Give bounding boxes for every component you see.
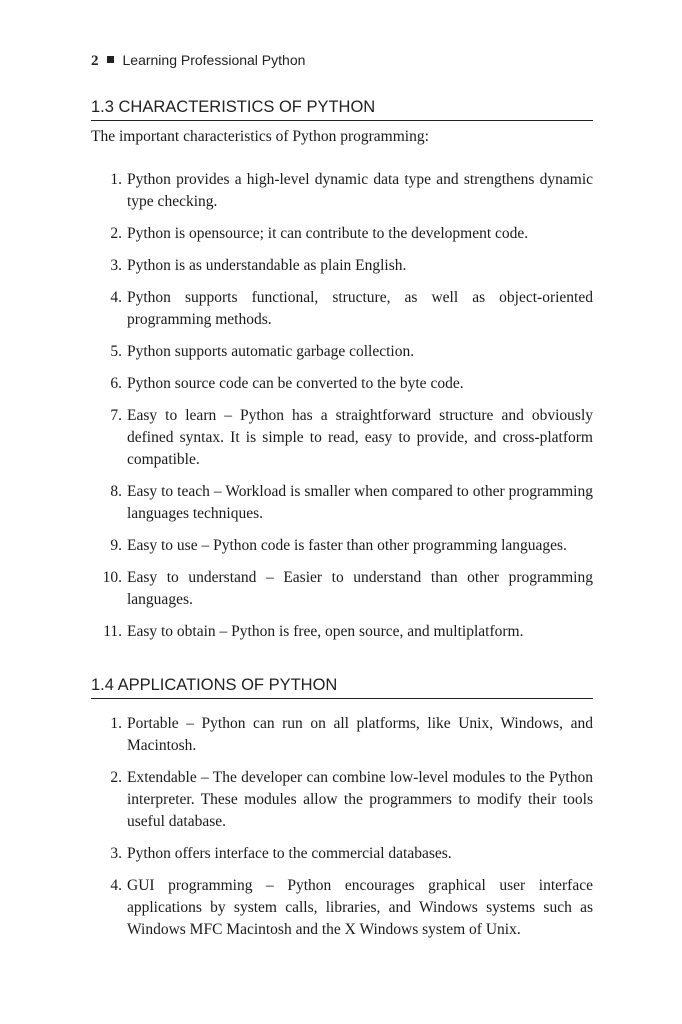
item-text: Python supports automatic garbage collection. [127,343,415,360]
list-item [91,621,593,643]
item-text: Extendable – The developer can combine low-level modules to the Python interpreter. These modules allow the programmers to modify their tools useful database. [127,769,593,830]
item-number: 1. [110,171,122,188]
item-text: Easy to use – Python code is faster than other programming languages. [127,537,567,554]
item-number: 6. [110,375,122,392]
list-item [91,287,593,331]
section-title-applications: 1.4 APPLICATIONS OF PYTHON [91,676,593,699]
item-text: GUI programming – Python encourages graphical user interface applications by system calls, libraries, and Windows systems such as Windows MFC Macintosh and the X Windows system of Unix. [127,877,593,938]
item-text: Python is as understandable as plain English. [127,257,407,274]
list-item [91,535,593,557]
list-item [91,843,593,865]
list-item [91,767,593,833]
item-number: 8. [110,483,122,500]
item-text: Easy to learn – Python has a straightforward structure and obviously defined syntax. It is simple to read, easy to provide, and cross-platform compatible. [127,407,593,468]
book-title: Learning Professional Python [122,52,306,68]
item-text: Python source code can be converted to the byte code. [127,375,464,392]
item-number: 3. [110,845,122,862]
item-number: 11. [103,623,122,640]
item-number: 10. [102,569,122,586]
item-text: Portable – Python can run on all platforms, like Unix, Windows, and Macintosh. [127,715,593,754]
item-number: 2. [110,769,122,786]
item-number: 4. [110,289,122,306]
square-bullet-icon [107,56,114,63]
item-number: 2. [110,225,122,242]
running-header [91,52,305,70]
item-text: Python provides a high-level dynamic data type and strengthens dynamic type checking. [127,171,593,210]
list-item [91,713,593,757]
item-text: Python supports functional, structure, as well as object-oriented programming methods. [127,289,593,328]
list-item [91,481,593,525]
section-intro: The important characteristics of Python programming: [91,128,429,145]
list-item [91,405,593,471]
list-item [91,875,593,941]
list-item [91,169,593,213]
item-number: 7. [110,407,122,424]
item-text: Easy to understand – Easier to understand than other programming languages. [127,569,593,608]
list-item [91,373,593,395]
list-item [91,567,593,611]
item-number: 3. [110,257,122,274]
list-item [91,223,593,245]
item-text: Python is opensource; it can contribute to the development code. [127,225,529,242]
characteristics-list [91,169,593,653]
page-number: 2 [91,53,99,69]
item-number: 9. [110,537,122,554]
list-item [91,255,593,277]
list-item [91,341,593,363]
item-number: 4. [110,877,122,894]
section-title-characteristics: 1.3 CHARACTERISTICS OF PYTHON [91,98,593,121]
item-text: Easy to obtain – Python is free, open source, and multiplatform. [127,623,524,640]
item-number: 5. [110,343,122,360]
item-text: Python offers interface to the commercial databases. [127,845,452,862]
item-number: 1. [110,715,122,732]
applications-list [91,713,593,951]
item-text: Easy to teach – Workload is smaller when compared to other programming languages techniques. [127,483,593,522]
